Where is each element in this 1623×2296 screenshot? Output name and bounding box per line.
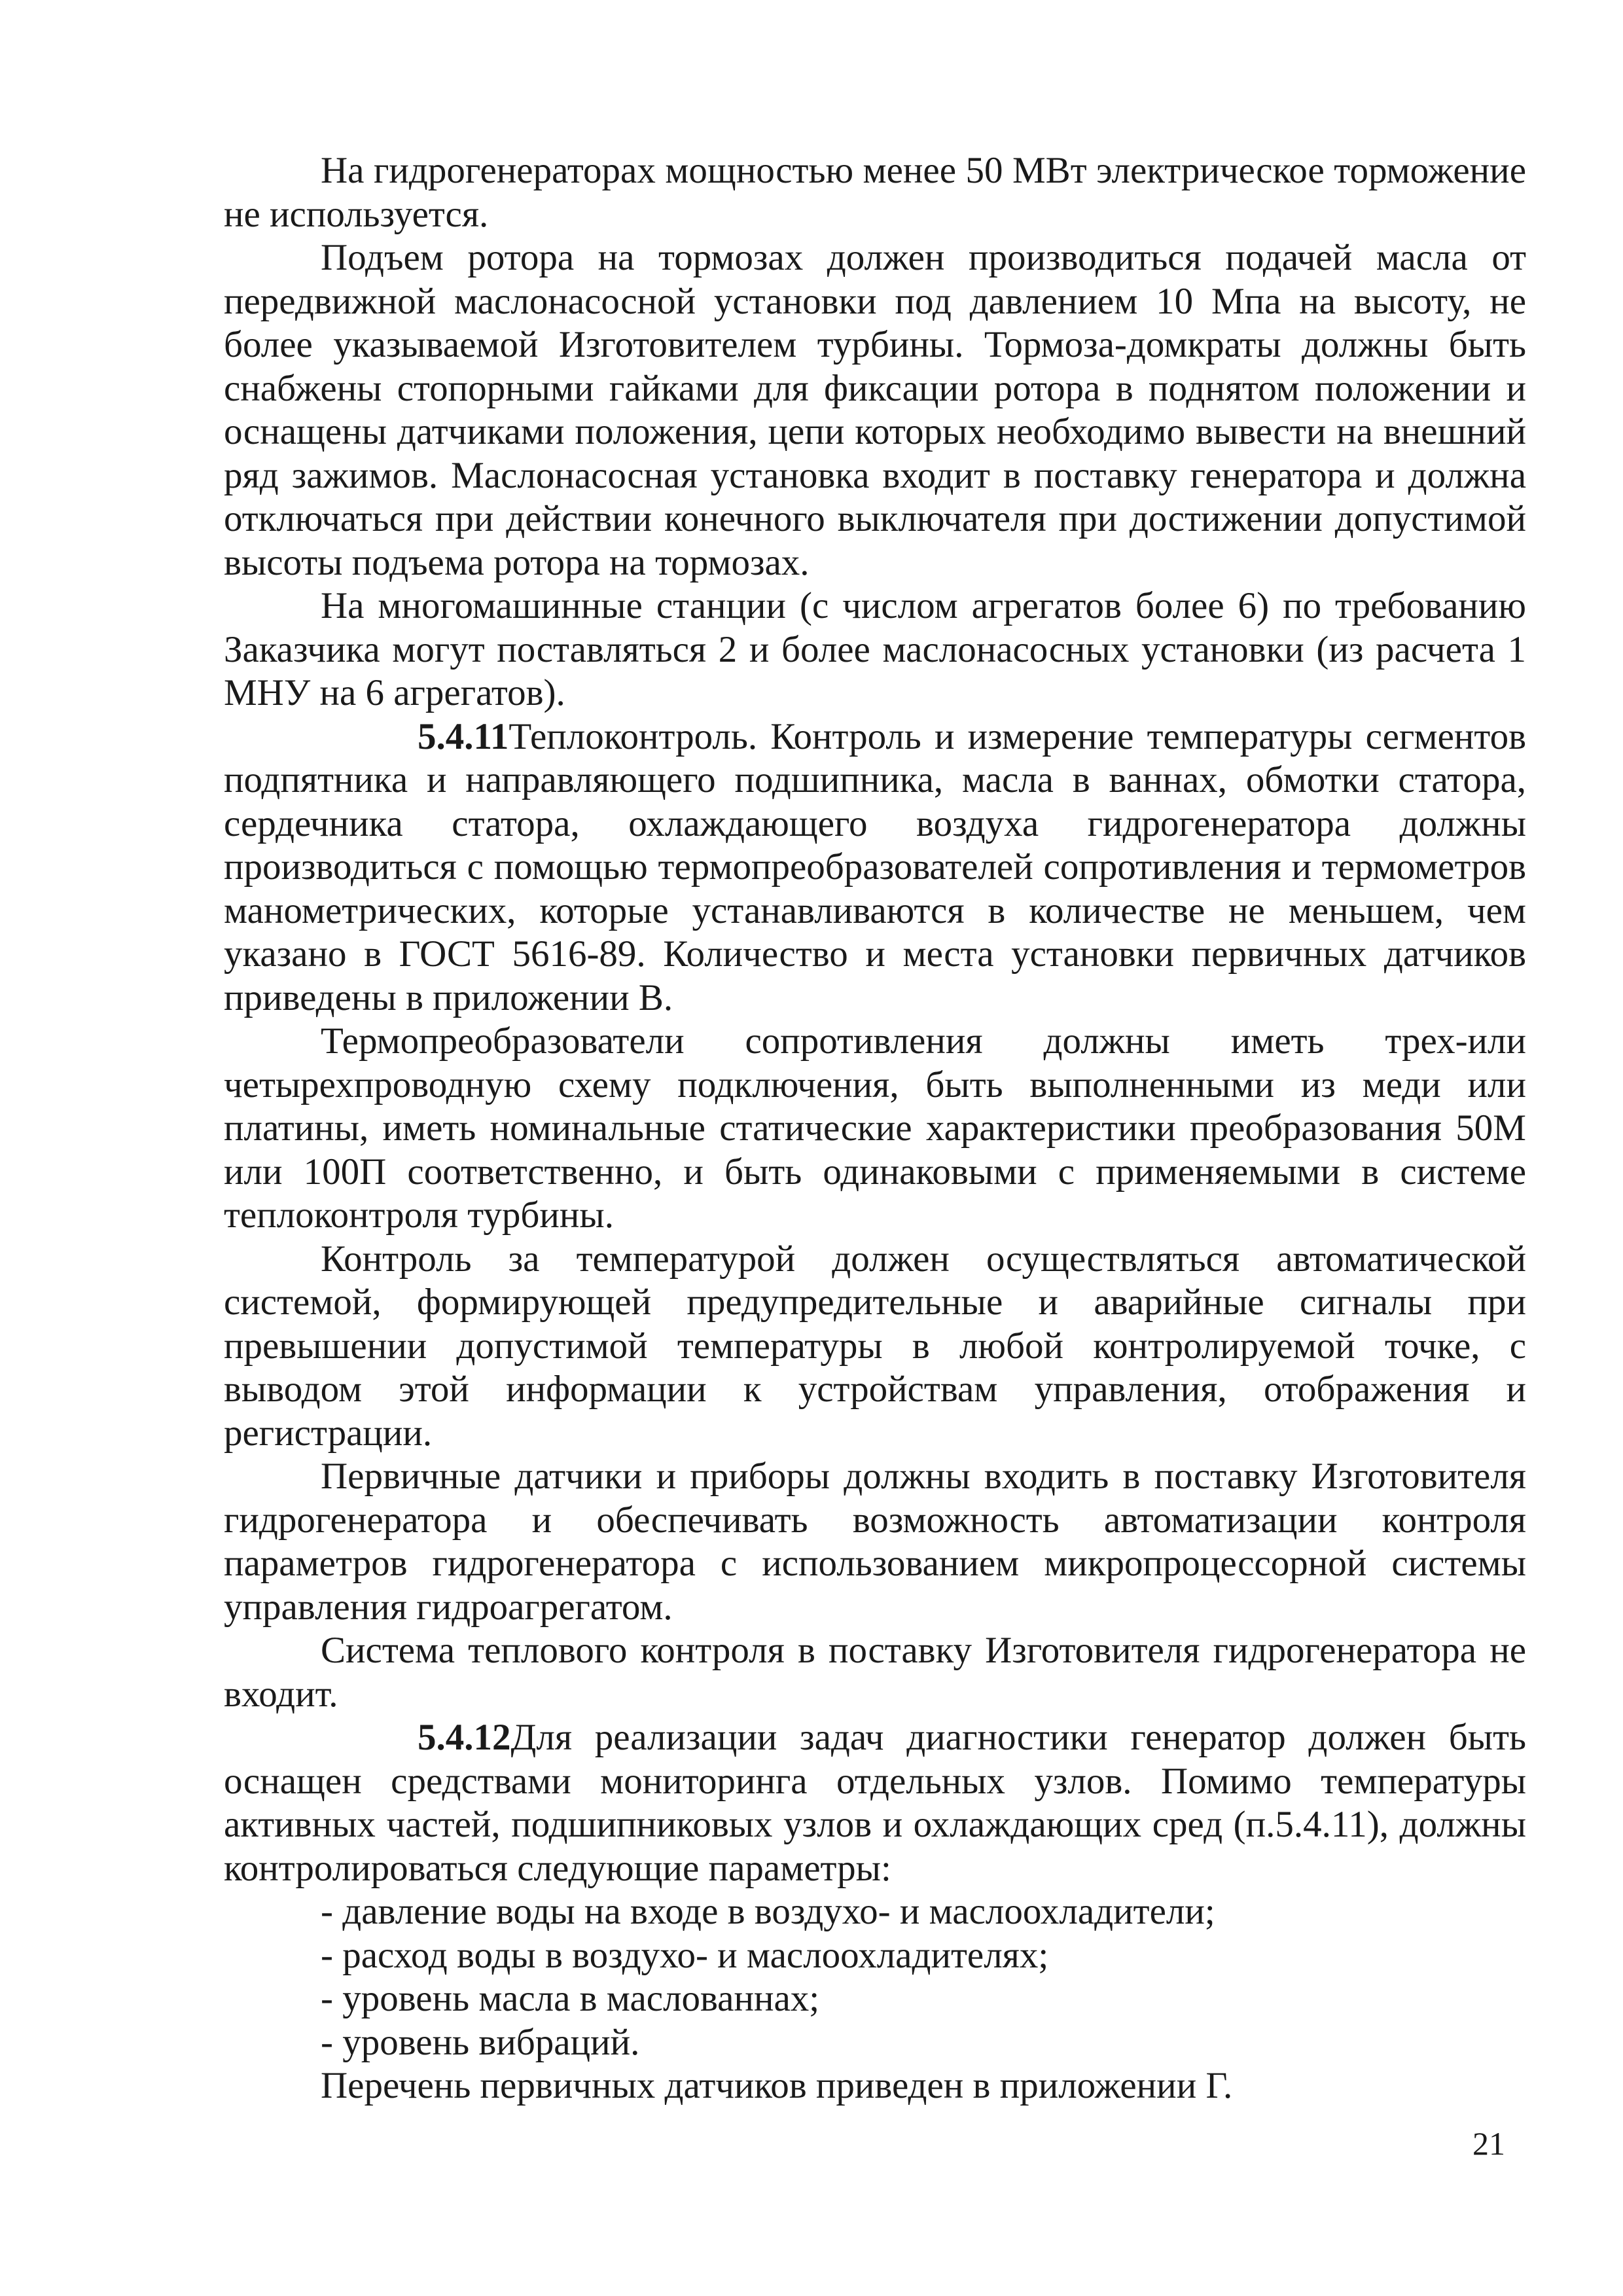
list-item: - давление воды на входе в воздухо- и маслоохладители; xyxy=(321,1891,1215,1932)
paragraph-primary-sensors: Первичные датчики и приборы должны входить в поставку Изготовителя гидрогенератора и обеспечивать возможность автоматизации контроля параметров гидрогенератора с использованием микропроцессорной системы управления гидроагрегатом. xyxy=(224,1456,1526,1628)
monitored-parameters-list xyxy=(224,1890,1526,2064)
paragraph-sensor-list-reference: Перечень первичных датчиков приведен в приложении Г. xyxy=(321,2065,1233,2106)
section-5-4-11 xyxy=(224,715,1526,1020)
list-item: - расход воды в воздухо- и маслоохладителях; xyxy=(321,1934,1049,1976)
section-5-4-12 xyxy=(224,1716,1526,1890)
paragraph-resistance-thermometers: Термопреобразователи сопротивления должны иметь трех-или четырехпроводную схему подключения, быть выполненными из меди или платины, иметь номинальные статические характеристики преобразования 50М или 100П соответственно, и быть одинаковыми с применяемыми в системе теплоконтроля турбины. xyxy=(224,1020,1526,1236)
page-number: 21 xyxy=(1472,2125,1505,2162)
paragraph-temperature-control: Контроль за температурой должен осуществляться автоматической системой, формирующей предупредительные и аварийные сигналы при превышении допустимой температуры в любой контролируемой точке, с выводом этой информации к устройствам управления, отображения и регистрации. xyxy=(224,1238,1526,1454)
section-text: Для реализации задач диагностики генератор должен быть оснащен средствами мониторинга отдельных узлов. Помимо температуры активных частей, подшипниковых узлов и охлаждающих сред (п.5.4.11), должны контролироваться следующие параметры: xyxy=(224,1717,1526,1889)
section-text: Теплоконтроль. Контроль и измерение температуры сегментов подпятника и направляющего подшипника, масла в ваннах, обмотки статора, сердечника статора, охлаждающего воздуха гидрогенератора должны производиться с помощью термопреобразователей сопротивления и термометров манометрических, которые устанавливаются в количестве не меньшем, чем указано в ГОСТ 5616-89. Количество и места установки первичных датчиков приведены в приложении В. xyxy=(224,715,1526,1018)
section-number: 5.4.11 xyxy=(418,715,509,757)
paragraph-electric-braking: На гидрогенераторах мощностью менее 50 МВт электрическое торможение не используется. xyxy=(224,150,1526,235)
list-item: - уровень вибраций. xyxy=(321,2021,640,2063)
paragraph-thermal-control-system: Система теплового контроля в поставку Изготовителя гидрогенератора не входит. xyxy=(224,1630,1526,1715)
page-body xyxy=(224,149,1526,2108)
paragraph-multi-machine-stations: На многомашинные станции (с числом агрегатов более 6) по требованию Заказчика могут поставляться 2 и более маслонасосных установки (из расчета 1 МНУ на 6 агрегатов). xyxy=(224,585,1526,713)
list-item: - уровень масла в маслованнах; xyxy=(321,1978,820,2019)
paragraph-rotor-lifting: Подъем ротора на тормозах должен производиться подачей масла от передвижной маслонасосной установки под давлением 10 Мпа на высоту, не более указываемой Изготовителем турбины. Тормоза-домкраты должны быть снабжены стопорными гайками для фиксации ротора в поднятом положении и оснащены датчиками положения, цепи которых необходимо вывести на внешний ряд зажимов. Маслонасосная установка входит в поставку генератора и должна отключаться при действии конечного выключателя при достижении допустимой высоты подъема ротора на тормозах. xyxy=(224,237,1526,583)
section-number: 5.4.12 xyxy=(418,1717,511,1758)
